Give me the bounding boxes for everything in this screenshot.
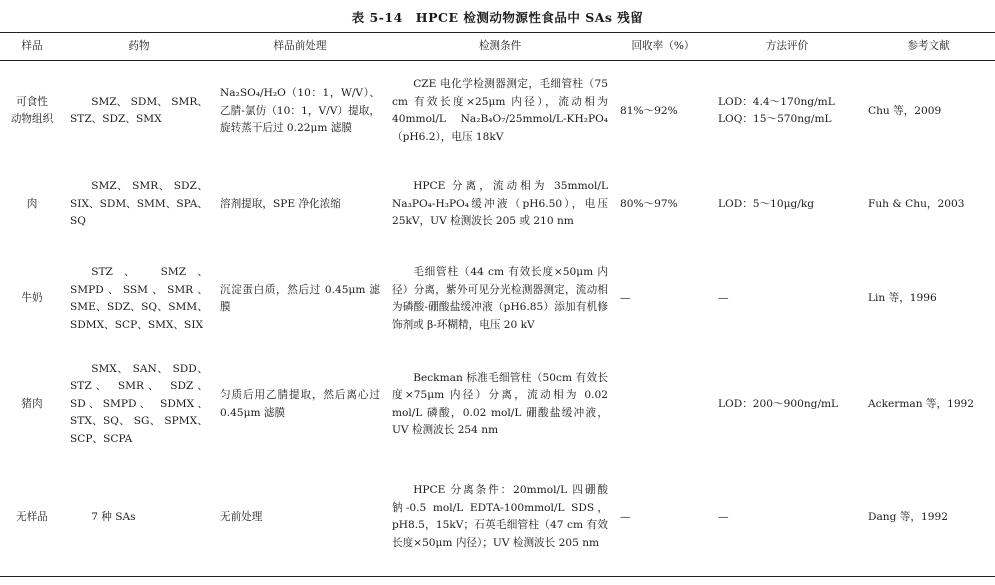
table-row (0, 61, 995, 162)
cell-drugs: SMX、 SAN、 SDD、STZ、 SMR、 SDZ、 SD、SMPD、 SDMX、 STX、SQ、 SG、 SPMX、 SCP、SCPA (70, 362, 208, 445)
cell-conditions: HPCE 分离条件：20mmol/L 四硼酸钠-0.5 mol/L EDTA-100mmol/L SDS，pH8.5，15kV；石英毛细管柱（47 cm 有效长度×50μm 内径）；UV 检测波长 205 nm (386, 459, 614, 577)
header-sample: 样品 (0, 33, 64, 61)
cell-conditions: Beckman 标准毛细管柱（50cm 有效长度×75μm 内径）分离，流动相为 0.02 mol/L 磷酸，0.02 mol/L 硼酸盐缓冲液，UV 检测波长 254 nm (392, 371, 608, 436)
table-row (0, 351, 995, 459)
cell-sample: 无样品 (0, 459, 64, 577)
cell-evaluation: — (718, 292, 729, 305)
cell-recovery (614, 351, 712, 459)
cell-sample: 猪肉 (21, 397, 43, 410)
cell-pretreatment: 溶剂提取，SPE 净化浓缩 (220, 197, 341, 210)
residue-table (0, 32, 995, 577)
header-reference: 参考文献 (862, 33, 995, 61)
cell-pretreatment: 匀质后用乙腈提取，然后离心过 0.45μm 滤膜 (220, 389, 380, 419)
cell-reference: Lin 等，1996 (868, 292, 937, 305)
cell-evaluation: LOD：4.4～170ng/mL LOQ：15～570ng/mL (718, 95, 835, 126)
cell-evaluation: — (712, 459, 862, 577)
cell-pretreatment: Na₂SO₄/H₂O（10：1，W/V）、乙腈-氯仿（10：1，V/V）提取，旋转蒸干后过 0.22μm 滤膜 (220, 87, 380, 134)
table-row (0, 459, 995, 577)
cell-pretreatment: 无前处理 (214, 459, 386, 577)
cell-drugs: STZ、 SMZ、 SMPD、SSM、SMR、SME、SDZ、SQ、SMM、SDMX、SCP、SMX、SIX (70, 266, 208, 331)
cell-conditions: 毛细管柱（44 cm 有效长度×50μm 内径）分离，紫外可见分光检测器测定，流动相为磷酸-硼酸盐缓冲液（pH6.85）添加有机修饰剂或 β-环糊精，电压 20 kV (392, 266, 608, 331)
header-pretreatment: 样品前处理 (214, 33, 386, 61)
cell-reference: Chu 等，2009 (868, 104, 942, 117)
cell-recovery: 80%～97% (620, 197, 678, 210)
header-evaluation: 方法评价 (712, 33, 862, 61)
cell-sample: 可食性 动物组织 (10, 95, 54, 126)
cell-recovery: — (614, 459, 712, 577)
cell-recovery: 81%～92% (620, 104, 678, 117)
table-row (0, 162, 995, 248)
cell-conditions: HPCE 分离，流动相为 35mmol/L Na₃PO₄-H₃PO₄缓冲液（pH6.50），电压 25kV，UV 检测波长 205 或 210 nm (392, 180, 608, 228)
table-row (0, 248, 995, 351)
header-conditions: 检测条件 (386, 33, 614, 61)
cell-reference: Dang 等，1992 (862, 459, 995, 577)
cell-evaluation: LOD：200～900ng/mL (718, 397, 839, 410)
cell-reference: Ackerman 等，1992 (868, 397, 975, 410)
cell-pretreatment: 沉淀蛋白质，然后过 0.45μm 滤膜 (220, 283, 380, 313)
table-header-row (0, 33, 995, 61)
cell-reference: Fuh & Chu，2003 (868, 197, 965, 210)
header-recovery: 回收率（%） (614, 33, 712, 61)
cell-sample: 肉 (26, 197, 38, 210)
cell-drugs: SMZ、 SDM、 SMR、STZ、SDZ、SMX (70, 95, 208, 126)
cell-evaluation: LOD：5～10μg/kg (718, 197, 815, 210)
header-drugs: 药物 (64, 33, 214, 61)
table-title: 表 5-14 HPCE 检测动物源性食品中 SAs 残留 (351, 10, 644, 25)
cell-sample: 牛奶 (21, 292, 43, 305)
cell-drugs: SMZ、 SMR、 SDZ、SIX、SDM、SMM、SPA、SQ (70, 180, 208, 228)
cell-recovery: — (620, 292, 631, 305)
cell-conditions: CZE 电化学检测器测定，毛细管柱（75 cm 有效长度×25μm 内径），流动相为 40mmol/L Na₂B₄O₇/25mmol/L-KH₂PO₄（pH6.2），电压 18kV (392, 78, 608, 143)
cell-drugs: 7 种 SAs (64, 459, 214, 577)
